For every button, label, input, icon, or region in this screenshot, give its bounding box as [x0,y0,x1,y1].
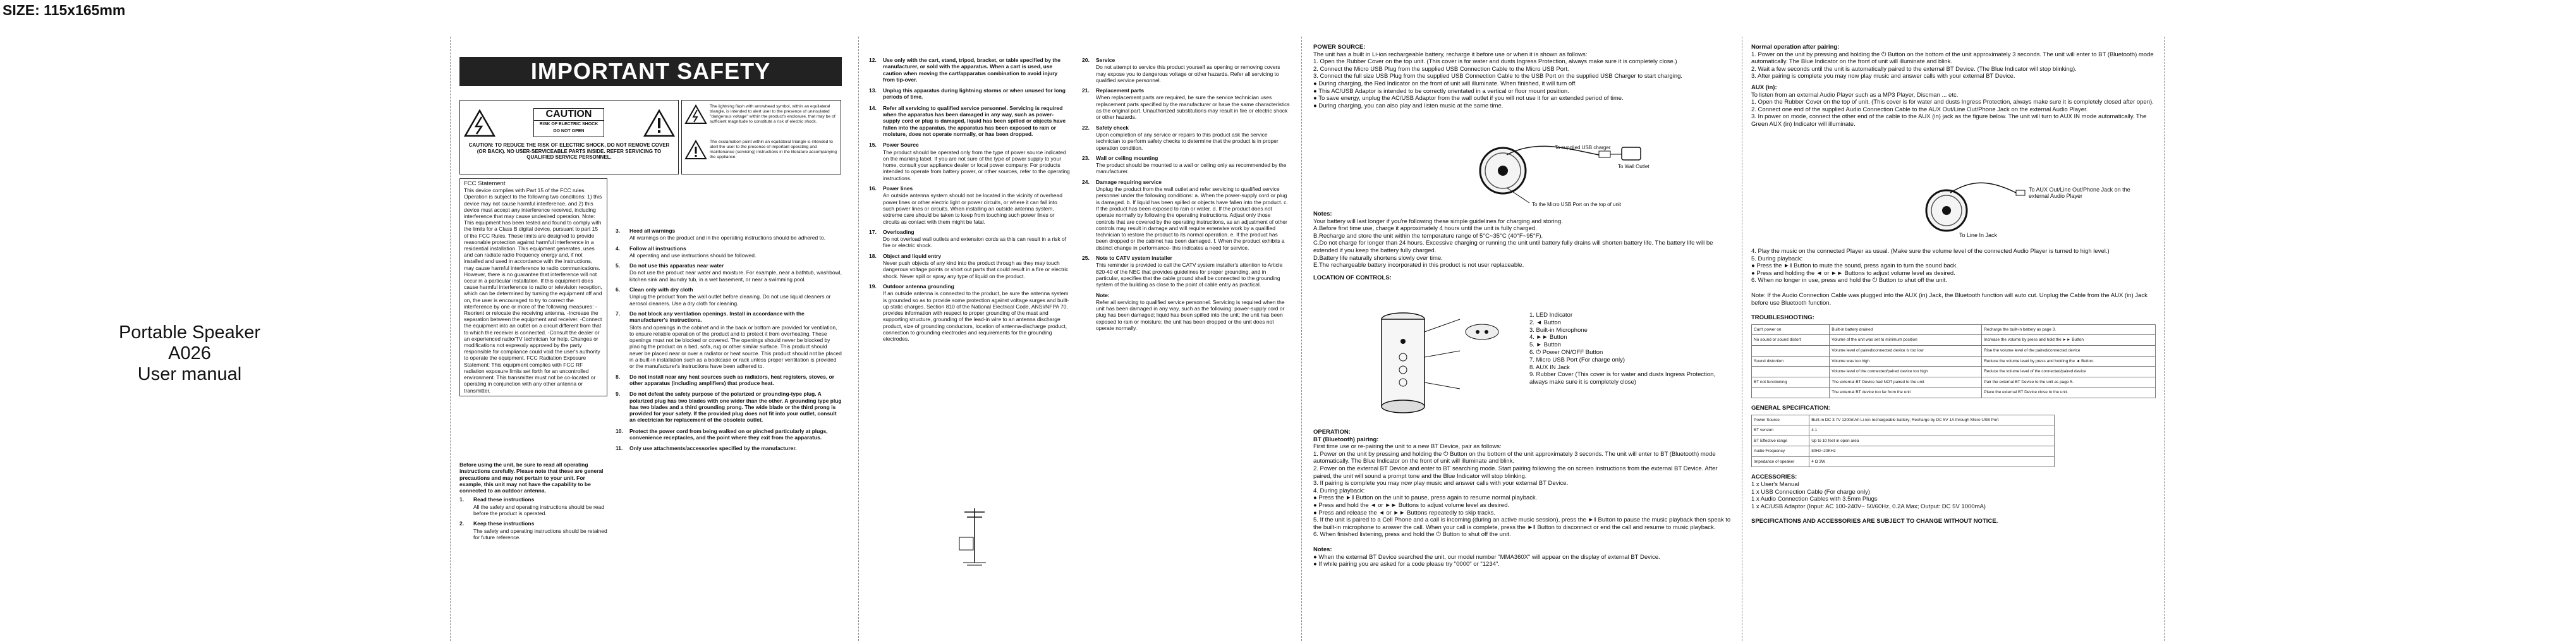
item-title: Overloading [883,228,914,235]
table-cell: 80Hz~20KHz [1809,446,2055,457]
safety-item [459,496,609,516]
troubleshooting-row [1752,388,2156,398]
controls-list [1529,312,1725,386]
aux-line: 2. Connect one end of the supplied Audio Connection Cable to the AUX Out/Line Out/Phone Jack on the external Audio Player. [1751,106,2088,113]
troubleshooting-row [1752,356,2156,367]
lightning-warning-icon [464,109,495,137]
spec-row [1752,456,2055,467]
item-title: Do not defeat the safety purpose of the polarized or grounding-type plug. A polarized plug has two blades with one wider than the other. A grounding type plug has two blades and a third grounding prong. The wide blade or the third prong is provided for your safety. If the provided plug does not fit into your outlet, consult an electrician for replacement of the obsolete outlet. [629,391,842,424]
aux-note: Note: If the Audio Connection Cable was plugged into the AUX (in) Jack, the Bluetooth function will auto cut. Unplug the Cable from the AUX (in) Jack before use Bluetooth function. [1751,291,2148,307]
safety-item [869,229,1070,249]
note-line: ● When the external BT Device searched the unit, our model number "MMA360X" will appear on the display of external BT Device. [1313,553,1660,561]
item-title: Clean only with dry cloth [629,286,693,293]
control-item: 8. AUX IN Jack [1529,363,1570,371]
power-step: ● To save energy, unplug the AC/USB Adaptor from the wall outlet if you will not use it for an extended period of time. [1313,95,1624,102]
spec-row [1752,415,2055,425]
safety-item [616,445,842,452]
fcc-title: FCC Statement [464,180,506,187]
safety-item [616,262,842,283]
safety-item [1082,87,1291,120]
table-cell: Up to 10 feet in open area [1809,436,2055,446]
item-body [473,520,609,540]
exclamation-text: The exclamation point within an equilateral triangle is intended to alert the user to the presence of important operating and maintenance (servicing) instructions in the literature accompanying the appliance. [710,140,837,159]
item-number: 16. [869,185,877,192]
table-cell: Volume level of the connected/paired device too high [1830,367,1982,377]
control-item: 3. Built-in Microphone [1529,326,1588,334]
normal-step: 2. Wait a few seconds until the unit is automatically paired to the external BT Device. (The Blue Indicator will stop blinking). [1751,65,2077,73]
power-step: ● This AC/USB Adaptor is intended to be correctly orientated in a vertical or floor mount position. [1313,87,1569,95]
table-cell: Built-in battery drained [1830,324,1982,335]
aux-line: To listen from an external Audio Player such as a MP3 Player, Discman ... etc. [1751,91,1959,99]
operation-title: OPERATION: [1313,429,1351,436]
control-item: 7. Micro USB Port (For charge only) [1529,356,1625,363]
aux-line: 1. Open the Rubber Cover on the top of unit. (This cover is for water and dusts Ingress Protection, always make sure it is completely closed after open). [1751,99,2154,106]
item-body [883,105,1070,138]
table-cell [1752,345,1830,356]
item-number: 9. [616,391,621,398]
item-text: When replacement parts are required, be sure the service technician uses replacement parts specified by the manufacturer or have the same characteristics as the original part. Unauthorized substitutions may result in fire or electric shock or other hazards. [1096,94,1290,121]
item-body [1096,179,1291,251]
notes-title: Notes: [1313,211,1332,217]
item-body [473,496,609,516]
item-number: 10. [616,427,623,434]
fcc-statement [459,178,607,396]
safety-item [459,520,609,540]
item-text: Refer all servicing to qualified service personnel. Servicing is required when the unit has been damaged in any way, such as the following: power-supply cord or plug has been damaged; liquid has been spilled into the unit; the unit has been exposed to rain or moisture; the unit has been dropped or the unit does not operate normally. [1096,298,1285,331]
label-aux-out: To AUX Out/Line Out/Phone Jack on the external Audio Player [2029,186,2130,199]
operation-line: ● Press and hold the ◄ or ►► Buttons to adjust volume level as desired. [1313,501,1510,509]
item-title: Replacement parts [1096,87,1145,94]
power-notes [1313,209,1732,281]
safety-item [616,245,842,259]
item-title: Do not use this apparatus near water [629,262,724,269]
troubleshooting-row [1752,324,2156,335]
troubleshooting-title: TROUBLESHOOTING: [1751,314,1814,322]
item-title: Note: [1096,291,1110,298]
item-title: Power lines [883,185,913,192]
safety-item [616,310,842,370]
speaker-top-view [1346,307,1510,417]
item-body [629,262,842,283]
power-note: D.Battery life naturally shortens slowly over time. [1313,254,1443,262]
item-text: If an outside antenna is connected to the product, be sure the antenna system is grounded so as to provide some protection against voltage surges and built-up static charges. Section 810 of the National Electrical Code, ANSI/NFPA 70, provides information with respect to proper grounding of the mast and supporting structure, grounding of the lead-in wire to an antenna discharge product, size of grounding conductors, location of antenna-discharge product, connection to grounding electrodes and requirements for the grounding electrodes. [883,290,1069,343]
table-cell [1752,367,1830,377]
table-cell: Audio Frequency [1752,446,1809,457]
control-item: 4. ►► Button [1529,334,1567,341]
item-text: An outside antenna system should not be located in the vicinity of overhead power lines or other electric light or power circuits, or where it can fall into such power lines or circuits. When installing an outside antenna system, extreme care should be taken to keep from touching such power lines or circuits as contact with them might be fatal. [883,192,1062,225]
spec-table [1751,415,2055,468]
caution-box [459,100,679,174]
notes2-title: Notes: [1313,546,1332,553]
safety-item [869,87,1070,101]
item-text: Unplug the product from the wall outlet before cleaning. Do not use liquid cleaners or aerosol cleaners. Use a dry cloth for cleaning. [629,293,831,307]
item-text: The safety and operating instructions should be retained for future reference. [473,527,607,540]
operation-line: ● Press the ►‖ Button on the unit to pause, press again to resume normal playback. [1313,494,1538,502]
item-number: 21. [1082,87,1090,94]
safety-col3 [869,57,1070,346]
accessory-item: 1 x USB Connection Cable (For charge only) [1751,488,1870,496]
table-cell: 4.1 [1809,425,2055,436]
item-number [1082,292,1096,332]
item-body [883,185,1070,225]
accessory-item: 1 x Audio Connection Cables with 3.5mm Plugs [1751,496,1878,503]
item-body [883,87,1070,101]
exclamation-warning-icon [643,109,675,137]
item-number: 24. [1082,178,1090,185]
power-intro: The unit has a built in Li-ion rechargeable battery, recharge it before use or when it is shown as follows: [1313,51,1588,58]
aux-line: 6. When no longer in use, press and hold the ⏻ Button to shut off the unit. [1751,277,1947,284]
item-title: Note to CATV system installer [1096,255,1172,262]
cover-manual: User manual [137,364,242,384]
normal-operation-panel [1751,42,2156,128]
note-line: ● If while pairing you are asked for a code please try "0000" or "1234". [1313,561,1500,568]
cover-title [82,322,297,385]
spec-row [1752,446,2055,457]
fcc-body: This device complies with Part 15 of the FCC rules. Operation is subject to the following two conditions: 1) this device may not cause harmful interference, and 2) this device must accept any interference received, including interference that may cause undesired operation. Note: This equipment has been tested and found to comply with the limits for a Class B digital device, pursuant to part 15 of the FCC Rules. These limits are designed to provide reasonable protection against harmful interference in a residential installation. This equipment generates, uses and can radiate radio frequency energy and, if not installed and used in accordance with the instructions, may cause harmful interference to radio communications. However, there is no guarantee that interference will not occur in a particular installation. If this equipment does cause harmful interference to radio or television reception, which can be determined by turning the equipment off and on, the user is encouraged to try to correct the interference by one or more of the following measures: -Reorient or relocate the receiving antenna. -Increase the separation between the equipment and receiver. -Connect the equipment into an outlet on a circuit different from that to which the receiver is connected. -Consult the dealer or an experienced radio/TV technician for help. Changes or modifications not expressly approved by the party responsible for compliance could void the user's authority to operate the equipment. FCC Radiation Exposure Statement: This equipment complies with FCC RF radiation exposure limits set forth for an uncontrolled environment. This transmitter must not be co-located or operating in conjunction with any other antenna or transmitter. [464,187,602,394]
table-cell: Volume was too high [1830,356,1982,367]
power-title: POWER SOURCE: [1313,44,1366,51]
item-body [883,57,1070,83]
item-body [883,142,1070,181]
item-body [629,286,842,307]
safety-item [869,283,1070,343]
caution-sub2: DO NOT OPEN [553,129,585,133]
item-text: The product should be mounted to a wall or ceiling only as recommended by the manufacturer. [1096,162,1287,175]
panel-divider [1301,37,1302,641]
table-cell: Reduce the volume level of the connected/paired device [1982,367,2156,377]
safety-item [1082,255,1291,288]
aux-diagram [1921,180,2155,243]
safety-col4 [1082,57,1291,335]
item-number: 20. [1082,57,1090,63]
item-title: Do not block any ventilation openings. Install in accordance with the manufacturer's instructions. [629,310,805,324]
aux-line: 5. During playback: [1751,255,1803,262]
table-cell: 4 Ω 3W [1809,456,2055,467]
item-number: 5. [616,262,621,269]
item-number: 18. [869,252,877,259]
table-cell: Power Source [1752,415,1809,425]
aux-line: ● Press and holding the ◄ or ►► Buttons to adjust volume level as desired. [1751,269,1955,277]
control-item: 5. ► Button [1529,341,1562,349]
safety-item [869,185,1070,225]
item-body [629,374,842,388]
antenna-grounding-diagram [957,506,992,569]
operation-line: 2. Power on the external BT Device and enter to BT searching mode. Start pairing following the on screen instructions from the external BT Device. After paired, the unit will sound a prompt tone and the Blue Indicator will stop blinking. [1313,465,1718,480]
power-step: ● During charging, the Red Indicator on the front of unit will illuminate. When finished, it will turn off. [1313,80,1577,87]
table-cell: Increase the volume by press and hold the ►► Button [1982,335,2156,346]
item-title: Only use attachments/accessories specified by the manufacturer. [629,445,797,452]
caution-title: CAUTION [534,109,604,121]
safety-item [616,428,842,442]
power-step: ● During charging, you can also play and listen music at the same time. [1313,102,1504,109]
safety-item [1082,292,1291,332]
item-body [1096,125,1291,151]
item-number: 1. [459,496,465,503]
item-number: 17. [869,228,877,235]
item-body [883,253,1070,279]
location-title: LOCATION OF CONTROLS: [1313,274,1392,281]
accessories-title: ACCESSORIES: [1751,473,1797,481]
panel-divider [2164,37,2165,641]
operation-section [1313,427,1732,568]
page-size-label: SIZE: 115x165mm [3,2,126,18]
caution-text: CAUTION: TO REDUCE THE RISK OF ELECTRIC SHOCK, DO NOT REMOVE COVER (OR BACK). NO USER-SERVICEABLE PARTS INSIDE. REFER SERVICING TO QUALIFIED SERVICE PERSONNEL. [468,142,670,160]
table-cell: BT not functioning [1752,377,1830,388]
controls-diagram [1346,307,1725,417]
item-number: 8. [616,373,621,380]
safety-item [616,374,842,388]
item-text: Do not overload wall outlets and extension cords as this can result in a risk of fire or electric shock. [883,236,1067,249]
control-item: 2. ◄ Button [1529,319,1562,326]
table-cell: Can't power on [1752,324,1830,335]
cover-product: Portable Speaker [118,322,261,343]
item-body [883,283,1070,343]
table-cell: Sound distortion [1752,356,1830,367]
safety-intro: Before using the unit, be sure to read all operating instructions carefully. Please note that these are general precautions and may not pertain to your unit. For example, this unit may not have the capability to be connected to an outdoor antenna. [459,461,604,494]
item-number: 23. [1082,154,1090,161]
item-number: 3. [616,228,621,234]
safety-item [869,57,1070,83]
item-body [629,310,842,370]
item-text: This reminder is provided to call the CATV system installer's attention to Article 820-40 of the NEC that provides guidelines for proper grounding, and in particular, specifies that the cable ground shall be connected to the grounding system of the building as close to the point of cable entry as practical. [1096,262,1283,288]
label-line-in: To Line In Jack [1959,232,1998,238]
power-note: A.Before first time use, charge it approximately 4 hours until the unit is fully charged. [1313,225,1537,233]
item-title: Power Source [883,142,919,149]
item-number: 7. [616,310,621,317]
table-cell [1752,388,1830,398]
item-number: 2. [459,520,465,527]
item-title: Read these instructions [473,496,535,503]
table-cell: The external BT Device had NOT paired to the unit [1830,377,1982,388]
item-number: 19. [869,283,877,290]
table-cell: Recharge the built-in battery as page 3. [1982,324,2156,335]
operation-line: First time use or re-pairing the unit to a new BT Device, pair as follows: [1313,443,1502,451]
lightning-warning-icon [684,104,707,125]
operation-line: 6. When finished listening, press and hold the ⏻ Button to shut off the unit. [1313,531,1511,539]
accessory-item: 1 x User's Manual [1751,481,1799,489]
item-text: Unplug the product from the wall outlet and refer servicing to qualified service personnel under the following conditions: a. When the power-supply cord or plug is damaged. b. If liquid has been spilled or objects have fallen into the product. c. If the product has been exposed to rain or water. d. If the product does not operate normally by following the operating instructions. Adjust only those controls that are covered by the operating instructions, as an adjustment of other controls may result in damage and will require extensive work by a qualified technician to restore the product to its normal operation. e. If the product has been dropped or the cabinet has been damaged. f. When the product exhibits a distinct change in performance- this indicates a need for service. [1096,186,1288,251]
spec-row [1752,436,2055,446]
item-text: Slots and openings in the cabinet and in the back or bottom are provided for ventilation, to ensure reliable operation of the product and to protect it from overheating. These openings must not be blocked or covered. The openings should never be blocked by placing the product on a bed, sofa, rug or other similar surface. This product should never be placed near or over a radiator or heat source. This product should not be placed in a built-in installation such as a bookcase or rack unless proper ventilation is provided or the manufacturer's instructions have been adhered to. [629,324,842,370]
symbol-explanation-box [681,100,841,174]
item-text: All warnings on the product and in the operating instructions should be adhered to. [629,235,825,241]
table-cell: Volume of the unit was set to minimum position [1830,335,1982,346]
table-cell: Rise the volume level of the paired/connected device [1982,345,2156,356]
power-step: 2. Connect the Micro USB Plug from the supplied USB Connection Cable to the Micro USB Port. [1313,65,1569,73]
operation-line: 4. During playback: [1313,487,1365,494]
aux-line: 3. In power on mode, connect the other end of the cable to the AUX (in) jack as the figure below. The unit will turn to AUX IN mode automatically. The Green AUX (in) Indicator will illuminate. [1751,113,2147,128]
item-body [883,229,1070,249]
item-title: Keep these instructions [473,520,535,527]
caution-label-box [533,108,604,137]
item-title: Protect the power cord from being walked on or pinched particularly at plugs, convenience receptacles, and the point where they exit from the apparatus. [629,427,828,441]
item-number: 12. [869,57,877,63]
troubleshooting-row [1752,335,2156,346]
item-text: Do not use the product near water and moisture. For example, near a bathtub, washbowl, kitchen sink and laundry tub, in a wet basement, or near a swimming pool. [629,269,842,283]
item-title: Service [1096,57,1115,63]
safety-col1 [459,461,609,544]
panel-divider [858,37,859,641]
item-body [1096,292,1291,332]
control-item: 6. ⏻ Power ON/OFF Button [1529,348,1603,356]
spec-title: GENERAL SPECIFICATION: [1751,404,1830,412]
normal-title: Normal operation after pairing: [1751,44,1840,51]
table-cell: No sound or sound distort [1752,335,1830,346]
footer-notice: SPECIFICATIONS AND ACCESSORIES ARE SUBJECT TO CHANGE WITHOUT NOTICE. [1751,518,1998,525]
item-title: Follow all instructions [629,245,686,252]
item-title: Safety check [1096,124,1129,131]
accessory-item: 1 x AC/USB Adaptor (Input: AC 100-240V~ 50/60Hz, 0.2A Max; Output: DC 5V 1000mA) [1751,503,1986,510]
safety-item [1082,155,1291,175]
item-title: Damage requiring service [1096,178,1162,185]
safety-item [616,391,842,424]
item-text: Never push objects of any kind into the product through as they may touch dangerous voltage points or short out parts that could result in a fire or electric shock. Never spill or spray any type of liquid on the product. [883,260,1069,279]
troubleshooting-row [1752,367,2156,377]
normal-step: 3. After pairing is complete you may now play music and answer calls with your external BT Device. [1751,73,2015,80]
panel-divider [450,37,451,641]
power-panel [1313,42,1732,109]
troubleshooting-table [1751,324,2156,398]
power-step: 1. Open the Rubber Cover on the top unit. (This cover is for water and dusts Ingress Protection, always make sure it is completely close.) [1313,58,1677,66]
item-title: Do not install near any heat sources such as radiators, heat registers, stoves, or other apparatus (including amplifiers) that produce heat. [629,373,835,386]
item-title: Heed all warnings [629,228,676,234]
aux-line: 4. Play the music on the connected Player as usual. (Make sure the volume level of the connected Audio Player is turned to high level.) [1751,248,2110,255]
safety-item [1082,125,1291,151]
item-body [629,245,842,259]
item-title: Object and liquid entry [883,252,942,259]
item-text: Upon completion of any service or repairs to this product ask the service technician to perform safety checks to determine that the product is in proper operation condition. [1096,131,1279,151]
table-cell: BT version [1752,425,1809,436]
item-title: Wall or ceiling mounting [1096,154,1158,161]
label-micro-usb: To the Micro USB Port on the top of unit [1532,202,1621,207]
item-body [1096,155,1291,175]
cover-model: A026 [168,343,211,363]
item-text: All operating and use instructions should be followed. [629,252,756,259]
item-number: 15. [869,142,877,149]
item-number: 25. [1082,255,1090,262]
safety-item [869,253,1070,279]
table-cell: Pair the external BT Device to the unit as page 5. [1982,377,2156,388]
power-note: E.The rechargeable battery incorporated in this product is not user replaceable. [1313,262,1524,269]
safety-banner: IMPORTANT SAFETY INSTRUCTIONS [459,57,842,86]
item-body [1096,255,1291,288]
lightning-text: The lightning flash with arrowhead symbol, within an equilateral triangle, is intended to alert user to the presence of uninsulated "dangerous voltage" within the product's enclosure, that may be of sufficient magnitude to constitute a risk of electric shock. [710,104,835,124]
operation-line: 3. If pairing is complete you may now play music and answer calls with your external BT Device. [1313,480,1569,487]
item-body [1096,57,1291,83]
table-cell: The external BT device too far from the unit [1830,388,1982,398]
operation-line: ● Press and release the ◄ or ►► Buttons repeatedly to skip tracks. [1313,509,1495,516]
operation-line: 5. If the unit is paired to a Cell Phone and a call is incoming (during an active music session), press the ►‖ Button to pause the music playback then speak to the built-in microphone to answer the call. When your call is complete, press the ►‖ Button to disconnect or end the call and resume to music playback. [1313,516,1731,531]
safety-item [869,105,1070,138]
caution-sub1: RISK OF ELECTRIC SHOCK [539,122,598,126]
safety-col2 [616,228,842,456]
control-item: 9. Rubber Cover (This cover is for water and dusts Ingress Protection, always make sure it is completely close) [1529,371,1716,386]
table-cell: Reduce the volume level by press and holding the ◄ Button. [1982,356,2156,367]
power-note: Your battery will last longer if you're following these simple guidelines for charging and storing. [1313,217,1563,225]
item-title: Use only with the cart, stand, tripod, bracket, or table specified by the manufacturer, or sold with the apparatus. When a cart is used, use caution when moving the cart/apparatus combination to avoid injury from tip-over. [883,57,1061,83]
item-body [629,445,842,452]
item-text: All the safety and operating instructions should be read before the product is operated. [473,503,604,517]
troubleshooting-row [1752,345,2156,356]
power-step: 3. Connect the full size USB Plug from the supplied USB Connection Cable to the USB Port on the supplied USB Charger to start charging. [1313,73,1683,80]
item-text: Do not attempt to service this product yourself as opening or removing covers may expose you to dangerous voltage or other hazards. Refer all servicing to qualified service personnel. [1096,64,1280,83]
table-cell: Built-in DC 3.7V 1200mAh Li-ion rechargeable battery; Recharge by DC 5V 1A through Micro USB Port [1809,415,2055,425]
exclamation-warning-icon [684,140,707,160]
control-item: 1. LED Indicator [1529,312,1573,319]
spec-row [1752,425,2055,436]
safety-item [1082,57,1291,83]
power-note: B.Recharge and store the unit within the temperature range of 5°C~35°C (40°F~95°F). [1313,232,1543,240]
label-usb-charger: To supplied USB charger [1555,145,1611,150]
normal-step: 1. Power on the unit by pressing and holding the ⏻ Button on the bottom of the unit approximately 3 seconds. The unit will enter to BT (Bluetooth) mode automatically. The Blue Indicator on the front of unit will illuminate and blink. [1751,51,2154,66]
power-note: C.Do not charge for longer than 24 hours. Excessive charging or running the unit until battery fully drains will shorten battery life. The battery life will be extended if you keep the battery fully charged. [1313,240,1713,254]
safety-item [1082,179,1291,251]
item-title: Unplug this apparatus during lightning storms or when unused for long periods of time. [883,87,1066,101]
table-cell: BT Effective range [1752,436,1809,446]
item-number: 13. [869,87,877,94]
item-title: Refer all servicing to qualified service personnel. Servicing is required when the apparatus has been damaged in any way, such as power-supply cord or plug is damaged, liquid has been spilled or objects have fallen into the apparatus, the apparatus has been exposed to rain or moisture, does not operate normally, or has been dropped. [883,104,1066,137]
item-body [1096,87,1291,120]
safety-item [616,286,842,307]
item-text: The product should be operated only from the type of power source indicated on the marking label. If you are not sure of the type of power supply to your home, consult your appliance dealer or local power company. For products intended to operate from battery power, or other sources, refer to the operating instructions. [883,149,1070,181]
table-cell: Place the external BT Device close to the unit. [1982,388,2156,398]
operation-line: 1. Power on the unit by pressing and holding the ⏻ Button on the bottom of the unit approximately 3 seconds. The unit will enter to BT (Bluetooth) mode automatically. The Blue Indicator on the front of unit will illuminate and blink. [1313,450,1716,465]
table-cell: Volume level of paired/connected device is too low [1830,345,1982,356]
item-number: 4. [616,245,621,252]
troubleshooting-row [1752,377,2156,388]
item-body [629,391,842,424]
safety-item [616,228,842,241]
item-number: 14. [869,104,877,111]
item-number: 6. [616,286,621,293]
aux-continued [1751,248,2156,525]
aux-title: AUX (in): [1751,83,1777,91]
operation-subtitle: BT (Bluetooth) pairing: [1313,436,1379,443]
label-wall-outlet: To Wall Outlet [1618,164,1649,169]
item-number: 11. [616,445,623,452]
safety-item [869,142,1070,181]
charging-diagram [1479,142,1662,212]
item-body [629,428,842,442]
item-body [629,228,842,241]
item-number: 22. [1082,124,1090,131]
table-cell: Impedance of speaker [1752,456,1809,467]
aux-line: ● Press the ►‖ Button to mute the sound, press again to turn the sound back. [1751,262,1958,270]
item-title: Outdoor antenna grounding [883,283,954,290]
